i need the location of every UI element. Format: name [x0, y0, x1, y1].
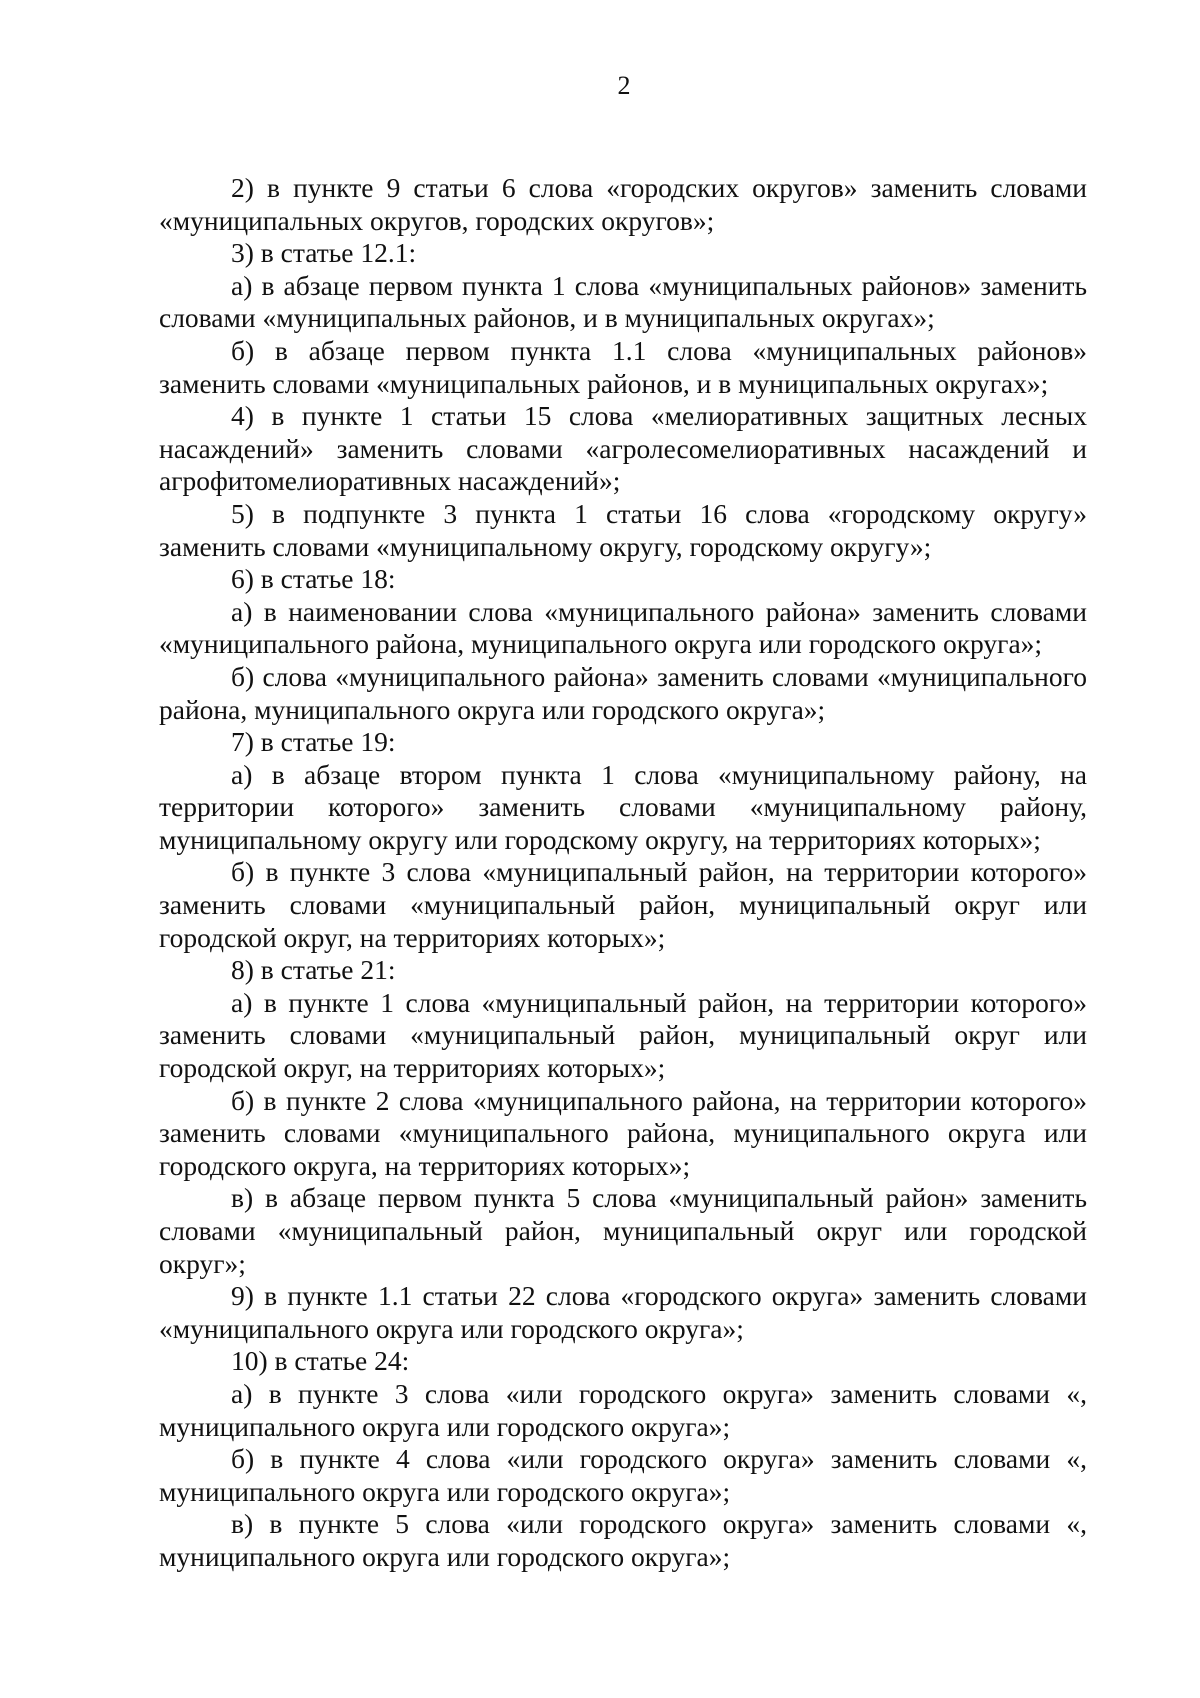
- paragraph: 4) в пункте 1 статьи 15 слова «мелиоративных защитных лесных насаждений» заменить словами «агролесомелиоративных насаждений и агрофитомелиоративных насаждений»;: [159, 400, 1087, 497]
- paragraph: б) в пункте 3 слова «муниципальный район, на территории которого» заменить словами «муниципальный район, муниципальный округ или городской округ, на территориях которых»;: [159, 856, 1087, 953]
- paragraph: б) в абзаце первом пункта 1.1 слова «муниципальных районов» заменить словами «муниципальных районов, и в муниципальных округах»;: [159, 334, 1087, 399]
- paragraph: 10) в статье 24:: [231, 1345, 410, 1377]
- paragraph: б) в пункте 4 слова «или городского округа» заменить словами «, муниципального округа или городского округа»;: [159, 1443, 1087, 1507]
- paragraph: а) в пункте 1 слова «муниципальный район, на территории которого» заменить словами «муниципальный район, муниципальный округ или городской округ, на территориях которых»;: [159, 986, 1087, 1084]
- paragraph: б) слова «муниципального района» заменить словами «муниципального района, муниципального округа или городского округа»;: [159, 660, 1087, 725]
- paragraph: 7) в статье 19:: [231, 726, 396, 758]
- document-body: [159, 172, 1087, 1574]
- paragraph: 2) в пункте 9 статьи 6 слова «городских округов» заменить словами «муниципальных округов, городских округов»;: [159, 172, 1087, 236]
- paragraph: 3) в статье 12.1:: [231, 237, 417, 269]
- paragraph: а) в пункте 3 слова «или городского округа» заменить словами «, муниципального округа или городского округа»;: [159, 1377, 1087, 1442]
- paragraph: а) в наименовании слова «муниципального района» заменить словами «муниципального района, муниципального округа или городского округа»;: [159, 595, 1087, 660]
- paragraph: 5) в подпункте 3 пункта 1 статьи 16 слова «городскому округу» заменить словами «муниципальному округу, городскому округу»;: [159, 497, 1087, 562]
- paragraph: в) в пункте 5 слова «или городского округа» заменить словами «, муниципального округа или городского округа»;: [159, 1508, 1087, 1572]
- paragraph: а) в абзаце втором пункта 1 слова «муниципальному району, на территории которого» заменить словами «муниципальному району, муниципальному округу или городскому округу, на территориях которых»;: [159, 758, 1087, 855]
- paragraph: в) в абзаце первом пункта 5 слова «муниципальный район» заменить словами «муниципальный район, муниципальный округ или городской округ»;: [159, 1182, 1087, 1279]
- paragraph: 6) в статье 18:: [231, 563, 396, 595]
- paragraph: 9) в пункте 1.1 статьи 22 слова «городского округа» заменить словами «муниципального округа или городского округа»;: [159, 1280, 1087, 1344]
- paragraph: б) в пункте 2 слова «муниципального района, на территории которого» заменить словами «муниципального района, муниципального округа или городского округа, на территориях которых»;: [159, 1084, 1087, 1181]
- paragraph: 8) в статье 21:: [231, 954, 396, 986]
- page-number: 2: [617, 71, 631, 100]
- paragraph: а) в абзаце первом пункта 1 слова «муниципальных районов» заменить словами «муниципальных районов, и в муниципальных округах»;: [159, 269, 1087, 334]
